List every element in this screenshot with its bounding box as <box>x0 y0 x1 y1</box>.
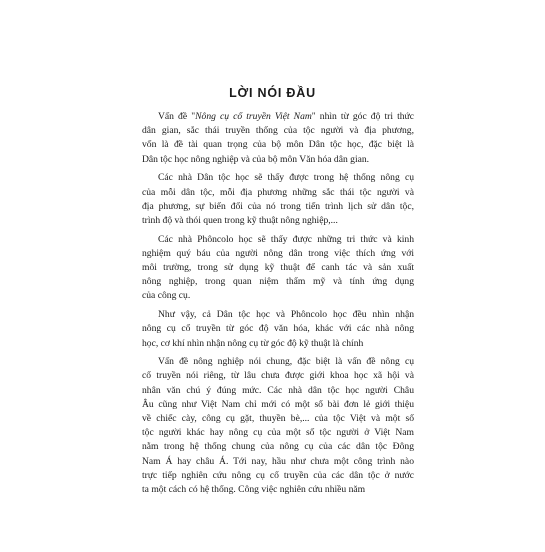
book-title-quote: Nông cụ cổ truyền Việt Nam <box>195 111 312 122</box>
page-title: LỜI NÓI ĐẦU <box>229 86 316 100</box>
paragraph-5 <box>142 355 414 497</box>
paragraph-line: về chiếc cày, công cụ gặt, thuyền bè,... của tộc Việt và một số <box>142 413 414 425</box>
paragraph-line: trực tiếp nghiên cứu nông cụ cổ truyền của các dân tộc ở nước <box>142 469 414 481</box>
paragraph-4 <box>142 308 414 351</box>
paragraph-line: cổ truyền nói riêng, từ lâu chưa được giới khoa học xã hội và <box>142 370 414 382</box>
page-body <box>142 110 414 502</box>
paragraph-line: ta một cách có hệ thống. Công việc nghiên cứu nhiều năm <box>142 484 366 496</box>
paragraph-line: Dân tộc học nông nghiệp và của bộ môn Văn hóa dân gian. <box>142 153 370 165</box>
paragraph-line: của mỗi dân tộc, mỗi địa phương những sắc thái tộc người và <box>142 186 414 198</box>
paragraph-line: Âu cũng như Việt Nam chỉ mới có một số bài đơn lẻ giới thiệu <box>142 398 414 410</box>
paragraph-line: nghiệm quý báu của người nông dân trong việc thích ứng với <box>142 247 414 259</box>
paragraph-line: vốn là đề tài quan trọng của bộ môn Dân tộc học, đặc biệt là <box>142 139 414 151</box>
paragraph-line: Vấn đề "Nông cụ cổ truyền Việt Nam" nhìn từ góc độ tri thức <box>158 111 414 122</box>
paragraph-line: môi trường, trong sử dụng kỹ thuật để canh tác và sản xuất <box>142 262 414 274</box>
paragraph-line: Các nhà Phôncolo học sẽ thấy được những tri thức và kinh <box>158 233 414 245</box>
paragraph-line: nông nghiệp, trong quan niệm thẩm mỹ và tính ứng dụng <box>142 276 414 288</box>
paragraph-line: Vấn đề nông nghiệp nói chung, đặc biệt là vấn đề nông cụ <box>158 356 414 368</box>
paragraph-line: Các nhà Dân tộc học sẽ thấy được trong hệ thống nông cụ <box>158 172 414 184</box>
paragraph-line: tộc người khác hay nông cụ của một số tộc người ở Việt Nam <box>142 427 414 439</box>
paragraph-line: Nam Á hay châu Á. Tới nay, hầu như chưa một công trình nào <box>142 455 414 467</box>
paragraph-line: nhân văn chú ý đúng mức. Các nhà dân tộc học người Châu <box>142 384 414 396</box>
paragraph-line: của công cụ. <box>142 290 191 302</box>
paragraph-3 <box>142 233 414 304</box>
paragraph-line: nông cụ cổ truyền từ góc độ văn hóa, khác với các nhà nông <box>142 323 414 335</box>
paragraph-line: học, cơ khí nhìn nhận nông cụ từ góc độ kỹ thuật là chính <box>142 337 364 349</box>
paragraph-line: địa phương, sự biến đổi của nó trong tiến trình lịch sử dân tộc, <box>142 200 414 212</box>
paragraph-1 <box>142 110 414 167</box>
paragraph-line: Như vậy, cả Dân tộc học và Phôncolo học đều nhìn nhận <box>158 309 414 321</box>
paragraph-2 <box>142 171 414 228</box>
paragraph-line: nằm trong hệ thống chung của nông cụ của các dân tộc Đông <box>142 441 414 453</box>
paragraph-line: dân gian, sắc thái truyền thống của tộc người và địa phương, <box>142 125 414 137</box>
paragraph-line: trình độ và thói quen trong kỹ thuật nông nghiệp,... <box>142 214 338 226</box>
